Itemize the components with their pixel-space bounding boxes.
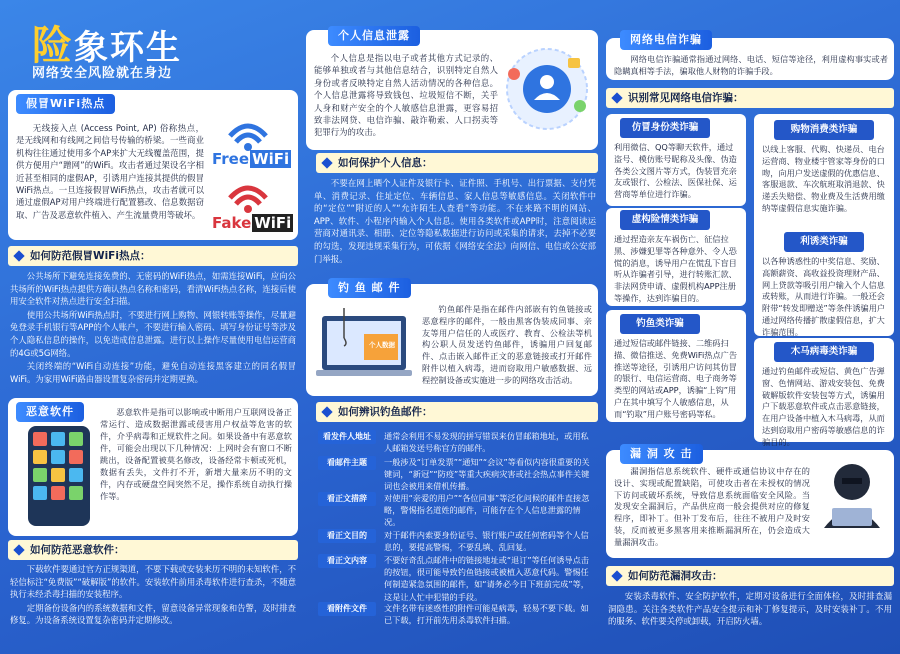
phishing-text: 钓鱼邮件是指在邮件内部嵌有钓鱼链接或恶意程序的邮件，一般由黑客伪装成同事、亲友等用户信任的人或医疗、教育、公检法等机构公职人员发送钓鱼邮件，诱骗用户回复邮件、点击嵌入邮件正文的恶意链接或打开邮件附件以植入病毒，进而窃取用户敏感数据、远程控制设备或实施进一步的网络攻击活动。: [422, 304, 592, 385]
wifi-defense-title: 如何防范假冒WiFi热点：: [8, 246, 298, 266]
fraud-box-phishing: [606, 310, 746, 422]
phishing-laptop-icon: [314, 308, 414, 388]
check-text: 文件名带有迷惑性的附件可能是病毒，轻易不要下载。如已下载，打开前先用杀毒软件扫描。: [384, 603, 589, 626]
check-label: 看附件文件: [318, 602, 376, 616]
check-label: 看发件人地址: [318, 430, 376, 444]
check-label: 看邮件主题: [318, 456, 376, 470]
fraud-box-text: 通过短信或邮件链接、二维码扫描、微信推送、免费WiFi热点广告推送等途径，引诱用户访问其仿冒的银行、电信运营商、电子商务等类型的网站或APP，诱骗“上钩”用户在其中填写个人敏感信息，从而“钓取”用户账号密码等私。: [614, 338, 738, 419]
wifi-title: 假冒WiFi热点: [16, 94, 115, 114]
page-title: 险象环生: [32, 23, 182, 69]
fraud-box-danger: [606, 208, 746, 306]
fraud-box-text: 利用微信、QQ等聊天软件，通过盗号、模仿账号昵称及头像、伪造各类公文图片等方式，伪装冒充亲友或银行、公检法、医保社保、运营商等单位进行诈骗。: [614, 142, 737, 200]
check-label: 看正文内容: [318, 554, 376, 568]
vuln-defense: 安装杀毒软件、安全防护软件，定期对设备进行全面体检，及时排查漏洞隐患。关注各类软件产品安全提示和补丁修复提示，及时安装补丁。不用的服务、软件要关停或卸载，开启防火墙。: [608, 591, 892, 627]
page-subtitle: 网络安全风险就在身边: [32, 66, 173, 81]
phishing-identify-title: 如何辨识钓鱼邮件：: [316, 402, 598, 422]
privacy-text: 个人信息是指以电子或者其他方式记录的、能够单独或者与其他信息结合，识别特定自然人身份或者反映特定自然人活动情况的各种信息。个人信息泄露将导致钱包、垃圾短信不断，关乎人身和财产安全的个人敏感信息泄露，更容易招致非法网贷、电信诈骗、敲诈勒索、人口拐卖等犯罪行为的攻击。: [314, 53, 498, 138]
privacy-defense: 不要在网上晒个人证件及银行卡、证件照、手机号、出行票据、支付凭单、消费记录、住址定位、车辆信息、家人信息等敏感信息。关闭软件中的“定位”“附近的人”“允许陌生人查看”等功能。不在来路不明的网站、APP、软件、小程序内输入个人信息。使用各类软件或APP时，注意阅读运营商对通讯录、相册、定位等隐私数据进行访问或采集的请求，去掉不必要的勾选，发现违规采集行为，可依据《网络安全法》向网信、电信或公安部门举报。: [314, 178, 596, 264]
fraud-box-title: 钓鱼类诈骗: [620, 314, 700, 334]
check-text: 通常会利用不易发现的拼写错误来仿冒邮箱地址，或用私人邮箱发送号称官方的邮件。: [384, 431, 589, 454]
privacy-defense-title: 如何保护个人信息：: [316, 153, 598, 173]
check-text: 不要好奇乱点邮件中的链接地址或“退订”等任何诱导点击的按钮，很可能导致钓鱼链接或被植入恶意代码。警惕任何制造紧急氛围的邮件，如“请务必今日下班前完成”等，这是让人忙中犯错的手段。: [384, 555, 589, 602]
check-text: 对于邮件内索要身份证号、银行账户或任何密码等个人信息的，要提高警惕，不要乱填、乱回复。: [384, 530, 589, 553]
fraud-box-text: 以各种诱惑性的中奖信息、奖励、高额薪资、高收益投资理财产品、网上贷款等吸引用户输入个人信息或转账，从而进行诈骗。一般还会附带“转发即赠送”等条件诱骗用户通过网络传播扩散虚假信息，扩大诈骗范围。: [762, 256, 886, 337]
wifi-icon-free: Free WiFi: [208, 114, 292, 170]
malware-text: 恶意软件是指可以影响或中断用户互联网设备正常运行、造成数据泄露或侵害用户权益等危害的软件，介乎病毒和正规软件之间。如果设备中有恶意软件，可能会出现以下几种情况：上网时会有窗口不断跳出，设备配置被莫名修改，设备经常卡顿或死机，数据有丢失，文件打不开，新增大量来历不明的文件，内存或硬盘空间突然不足，操作系统自动执行操作等。: [100, 407, 292, 501]
telecom-text: 网络电信诈骗通常指通过网络、电话、短信等途径，利用虚构事实或者隐瞒真相等手法，骗取他人财物的诈骗手段。: [614, 54, 888, 76]
telecom-common-title: 识别常见网络电信诈骗：: [606, 88, 894, 108]
fraud-box-title: 利诱类诈骗: [784, 232, 864, 252]
hacker-icon: [814, 458, 890, 528]
wifi-text: 无线接入点 (Access Point, AP) 俗称热点，是无线网和有线网之间信号传输的桥梁。一些商业机构往往通过使用多个AP来扩大无线覆盖范围，提供方便用户“蹭网”的WiFi。攻击者通过架设名字相近甚至相同的虚假AP，引诱用户连接其提供的假冒WiFi热点。一旦连接假冒WiFi热点，攻击者就可以通过虚假AP对用户终端进行配置篡改、信息数据窃取、广告及恶意软件植入、产生流量费用等破坏。: [16, 123, 204, 220]
malware-title: 恶意软件: [16, 402, 84, 422]
check-label: 看正文措辞: [318, 492, 376, 506]
privacy-card: [306, 30, 598, 150]
fraud-box-text: 以线上客服、代购、快递员、电台运营商、物业楼宇管家等身份的口吻，向用户发送虚假的优惠信息、客服退款、车次航班取消退款、快递丢失赔偿、物业费及生活费用缴纳等虚假信息实施诈骗。: [762, 144, 885, 213]
column-middle: [306, 0, 598, 654]
fraud-box-text: 通过钓鱼邮件或短信、黄色广告弹窗、色情网站、游戏安装包、免费破解版软件安装包等方式，诱骗用户下载恶意软件或点击恶意链接，在用户设备中植入木马病毒，从而达到窃取用户密码等敏感信息的诈骗目的。: [762, 366, 885, 447]
wifi-icon-fake: Fake WiFi: [208, 176, 292, 234]
fraud-box-title: 木马病毒类诈骗: [774, 342, 874, 362]
vuln-text: 漏洞指信息系统软件、硬件或通信协议中存在的设计、实现或配置缺陷，可使攻击者在未授权的情况下访问或破坏系统，导致信息系统面临安全风险。当发现安全漏洞后，产品供应商一般会提供对应的修复程序，即补丁。但补丁发布后，往往不被用户及时安装，反而被更多黑客用来推断漏洞所在，仍会造成大量漏洞攻击。: [614, 466, 810, 547]
check-text: 对使用“亲爱的用户”“各位同事”等泛化问候的邮件直接忽略，警惕指名道姓的邮件，可能存在个人信息泄露的情况。: [384, 493, 590, 528]
fraud-box-impersonation: [606, 114, 746, 206]
fraud-box-text: 通过捏造亲友车祸伤亡、征信拉黑、涉嫌犯罪等各种意外、令人恐慌的消息，诱导用户在慌乱下盲目听从诈骗者引导，进行转账汇款、非法网贷申请、虚假机构APP注册等操作，达到诈骗目的。: [614, 234, 737, 303]
privacy-shield-icon: [502, 44, 592, 134]
vuln-title: 漏 洞 攻 击: [620, 444, 703, 464]
check-text: 一般涉及“订单发票”“通知”“会议”等看似内容很重要的关键词，“新冠”“防疫”等重大疾病灾害或社会热点事件关键词也会被用来借机传播。: [384, 457, 590, 492]
phishing-card: [306, 284, 598, 396]
fraud-box-title: 虚构险情类诈骗: [620, 210, 710, 230]
check-label: 看正文目的: [318, 529, 376, 543]
vuln-card: [606, 450, 894, 558]
fraud-box-lure: [754, 228, 894, 336]
phishing-title: 钓 鱼 邮 件: [328, 278, 411, 298]
fraud-box-title: 购物消费类诈骗: [774, 120, 874, 140]
vuln-defense-title: 如何防范漏洞攻击：: [606, 566, 894, 586]
fraud-box-title: 仿冒身份类诈骗: [620, 118, 710, 138]
telecom-title: 网络电信诈骗: [620, 30, 712, 50]
column-left: [8, 0, 298, 654]
phishing-checklist: [306, 428, 598, 654]
privacy-title: 个人信息泄露: [328, 26, 420, 46]
column-right: [606, 0, 894, 654]
phone-apps-icon: [28, 426, 90, 526]
malware-defense: 下载软件要通过官方正规渠道，不要下载或安装来历不明的未知软件，不轻信标注“免费版”“破解版”的软件。安装软件前用杀毒软件进行查杀，不随意执行未经杀毒扫描的安装程序。 定期备份设备内的系统数据和文件，留意设备异常现象和告警，及时排查修复。为设备系统设置复杂密码并定期修改。: [10, 564, 296, 626]
wifi-defense: 公共场所下避免连接免费的、无密码的WiFi热点，如需连接WiFi，应向公共场所的WiFi热点提供方确认热点名称和密码，看清WiFi热点名称，连接后使用安全软件对热点进行安全扫描。 使用公共场所WiFi热点时，不要进行网上购物、网银转账等操作，尽量避免登录手机银行等APP的个人账户，不要进行输入密码、填写身份证号等涉及个人隐私信息的操作，以免造成信息泄露。进行以上操作尽量使用电信运营商的4G或5G网络。 关闭终端的“WiFi自动连接”功能，避免自动连接黑客建立的同名假冒WiFi。为家用WiFi路由器设置复杂密码并定期更换。: [10, 271, 296, 384]
malware-defense-title: 如何防范恶意软件：: [8, 540, 298, 560]
paper-label: 个人数据: [369, 341, 395, 349]
fraud-box-trojan: [754, 338, 894, 447]
